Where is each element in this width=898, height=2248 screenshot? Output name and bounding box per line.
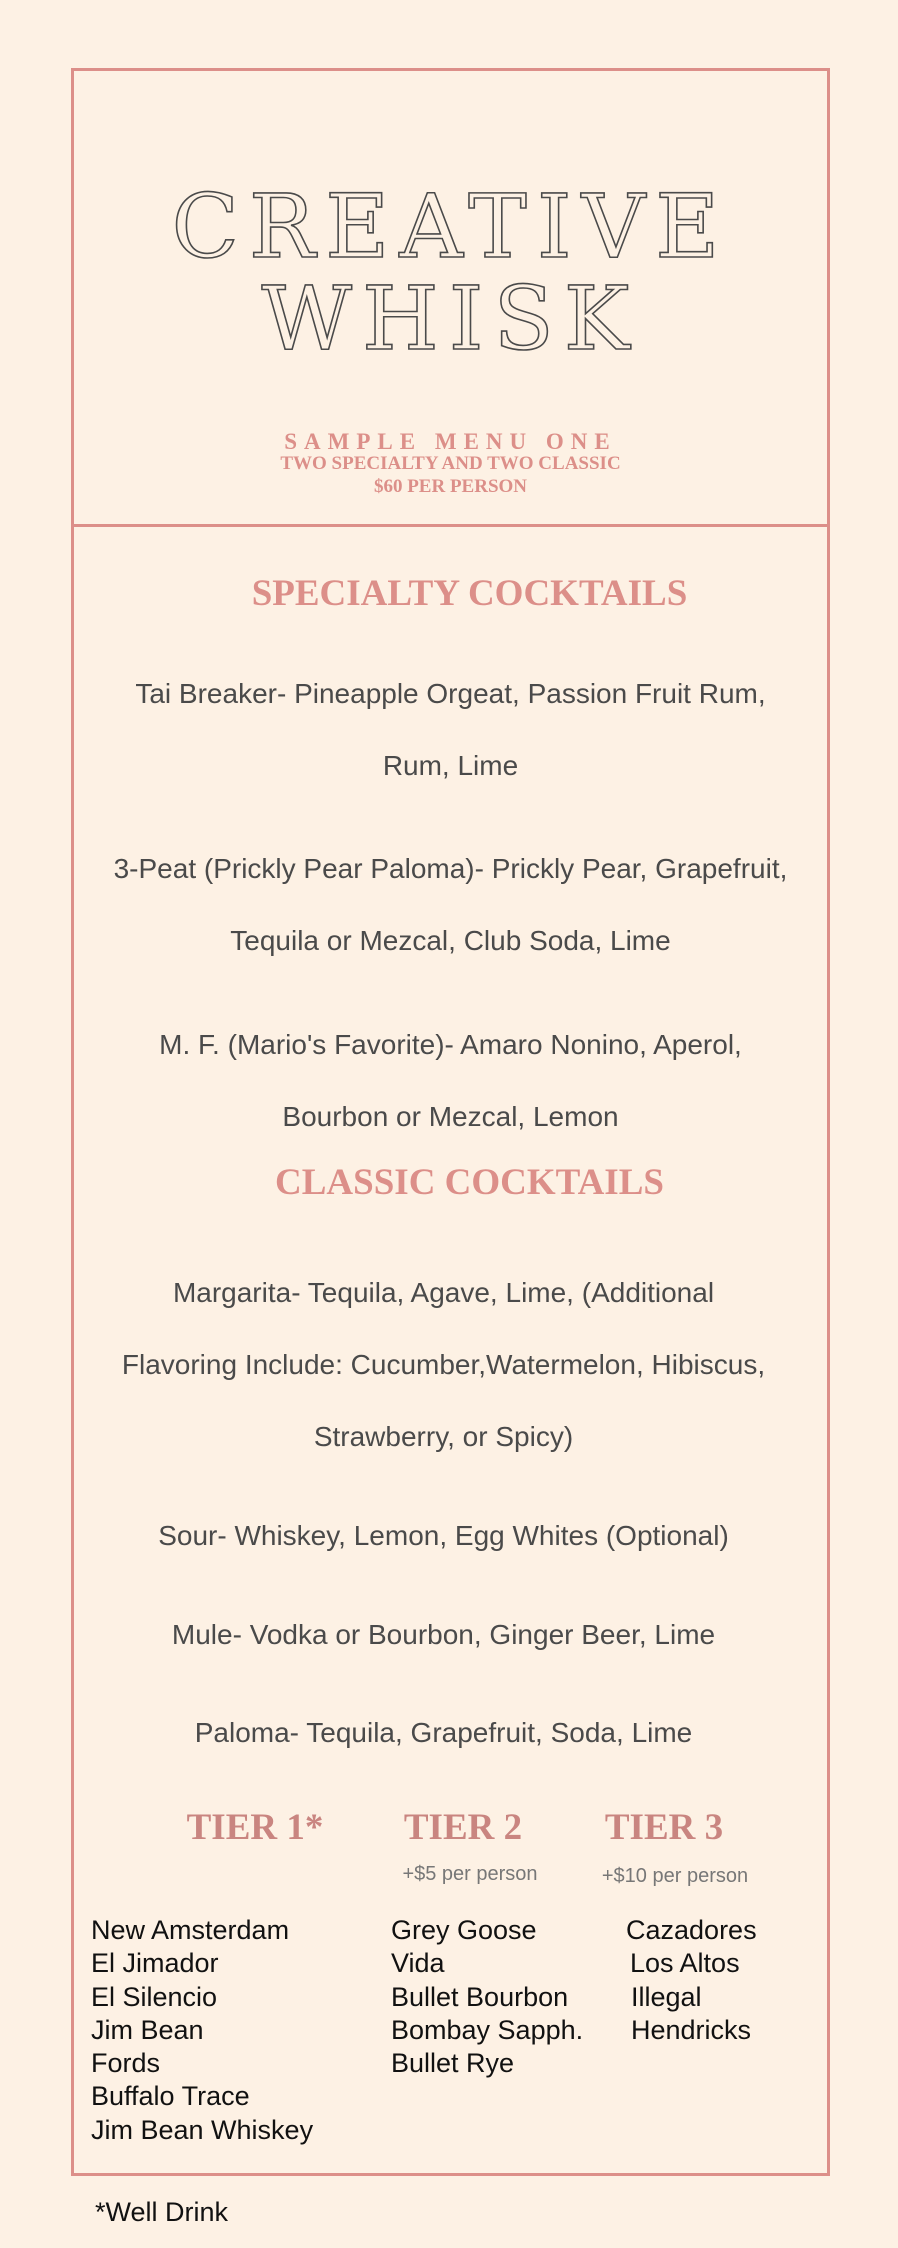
header-divider xyxy=(71,524,830,527)
tier-1-heading: TIER 1* xyxy=(186,1807,324,1848)
list-item: Jim Bean Whiskey xyxy=(91,2114,314,2145)
specialty-item-line: Tai Breaker- Pineapple Orgeat, Passion Fruit Rum, xyxy=(135,678,766,709)
tier-3-list xyxy=(626,1914,757,2047)
tier-3-price: +$10 per person xyxy=(601,1865,749,1887)
list-item: Vida xyxy=(391,1948,445,1979)
list-item: Cazadores xyxy=(626,1915,757,1945)
list-item: El Jimador xyxy=(91,1948,219,1979)
tier-1-list xyxy=(91,1914,313,2147)
menu-price: $60 PER PERSON xyxy=(373,476,528,497)
brand-title-line1: CREATIVE xyxy=(171,175,730,278)
specialty-item-line: Tequila or Mezcal, Club Soda, Lime xyxy=(230,925,671,956)
tier-2-list xyxy=(391,1914,583,2080)
classic-item-line: Mule- Vodka or Bourbon, Ginger Beer, Lime xyxy=(171,1619,716,1650)
classic-item-line: Strawberry, or Spicy) xyxy=(313,1421,574,1452)
classic-item-line: Sour- Whiskey, Lemon, Egg Whites (Optional) xyxy=(158,1520,729,1551)
list-item: New Amsterdam xyxy=(91,1915,290,1945)
list-item: Buffalo Trace xyxy=(91,2081,250,2112)
list-item: Los Altos xyxy=(630,1948,740,1979)
list-item: Hendricks xyxy=(631,2014,752,2045)
classic-item-line: Margarita- Tequila, Agave, Lime, (Additional xyxy=(172,1277,715,1308)
tier-3-heading: TIER 3 xyxy=(604,1807,724,1848)
list-item: Bullet Bourbon xyxy=(391,1981,569,2012)
menu-description: TWO SPECIALTY AND TWO CLASSIC xyxy=(280,453,621,474)
classic-cocktails-heading: CLASSIC COCKTAILS xyxy=(275,1162,664,1203)
list-item: Illegal xyxy=(631,1981,702,2012)
specialty-item-line: Bourbon or Mezcal, Lemon xyxy=(282,1101,619,1132)
list-item: Bombay Sapph. xyxy=(391,2014,584,2045)
list-item: El Silencio xyxy=(91,1981,218,2012)
list-item: Bullet Rye xyxy=(391,2048,515,2079)
tier-2-price: +$5 per person xyxy=(402,1863,538,1885)
brand-title-line2: WHISK xyxy=(261,267,640,370)
tier-2-heading: TIER 2 xyxy=(403,1807,523,1848)
list-item: Jim Bean xyxy=(91,2014,204,2045)
list-item: Grey Goose xyxy=(391,1915,537,1945)
specialty-cocktails-heading: SPECIALTY COCKTAILS xyxy=(251,573,688,614)
menu-name: SAMPLE MENU ONE xyxy=(284,429,617,454)
classic-item-line: Flavoring Include: Cucumber,Watermelon, Hibiscus, xyxy=(121,1349,766,1380)
list-item: Fords xyxy=(91,2048,161,2079)
specialty-item-line: M. F. (Mario's Favorite)- Amaro Nonino, Aperol, xyxy=(159,1029,742,1060)
classic-item-line: Paloma- Tequila, Grapefruit, Soda, Lime xyxy=(194,1717,693,1748)
well-drink-footnote: *Well Drink xyxy=(95,2197,229,2227)
specialty-item-line: Rum, Lime xyxy=(382,750,519,781)
specialty-item-line: 3-Peat (Prickly Pear Paloma)- Prickly Pear, Grapefruit, xyxy=(113,853,788,884)
